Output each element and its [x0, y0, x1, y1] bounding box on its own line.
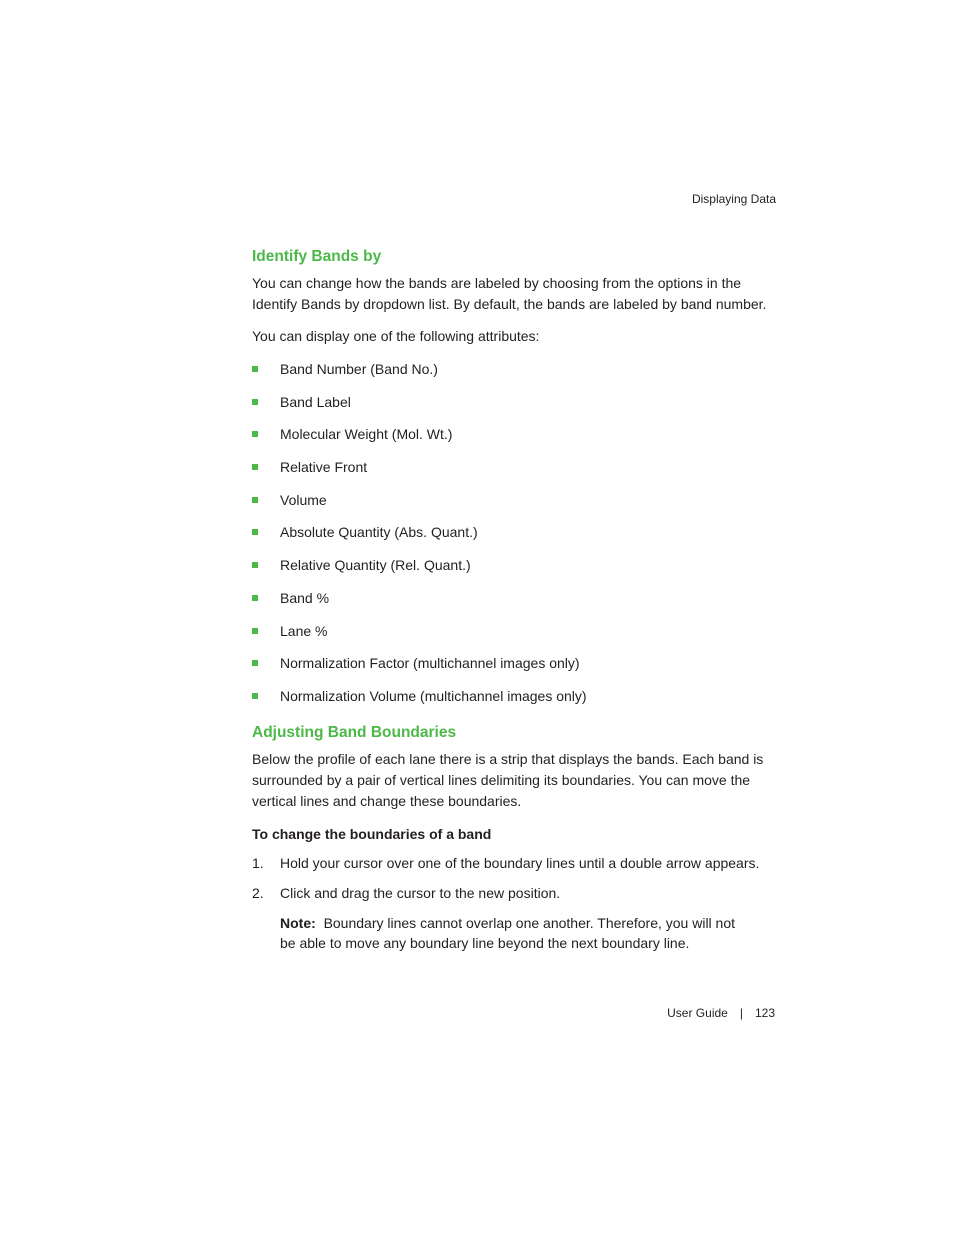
- note-block: [280, 913, 750, 953]
- list-item-text: Band %: [280, 589, 330, 606]
- list-item: [252, 621, 782, 654]
- list-item: [252, 457, 782, 490]
- step-text: Hold your cursor over one of the boundary lines until a double arrow appears.: [280, 854, 760, 871]
- list-item-text: Absolute Quantity (Abs. Quant.): [280, 524, 478, 541]
- list-item: [252, 686, 782, 719]
- boundaries-paragraph: Below the profile of each lane there is a strip that displays the bands. Each band is surrounded by a pair of vertical lines delimiting its boundaries. You can move the vertical lines and change these boundaries.: [252, 750, 764, 809]
- procedure-steps: [252, 853, 782, 904]
- page-footer: [667, 1006, 775, 1020]
- footer-guide-title: User Guide: [667, 1006, 728, 1020]
- list-item: [252, 588, 782, 621]
- running-header: Displaying Data: [691, 192, 776, 206]
- list-item-text: Relative Quantity (Rel. Quant.): [280, 557, 471, 574]
- step-item: [252, 883, 782, 904]
- list-item-text: Relative Front: [280, 459, 368, 476]
- note-label: Note:: [280, 914, 316, 931]
- attributes-intro: You can display one of the following attributes:: [252, 328, 540, 344]
- list-item-text: Molecular Weight (Mol. Wt.): [280, 426, 453, 443]
- main-content: [252, 246, 782, 953]
- list-item: [252, 392, 782, 425]
- step-number: 2.: [252, 884, 264, 901]
- square-bullet-icon: [252, 464, 258, 470]
- square-bullet-icon: [252, 693, 258, 699]
- list-item: [252, 522, 782, 555]
- list-item-text: Band Label: [280, 393, 351, 410]
- page-number: 123: [754, 1006, 775, 1020]
- square-bullet-icon: [252, 366, 258, 372]
- list-item-text: Normalization Volume (multichannel images only): [280, 687, 587, 704]
- list-item: [252, 359, 782, 392]
- list-item: [252, 653, 782, 686]
- list-item: [252, 424, 782, 457]
- section-heading-adjusting-boundaries: Adjusting Band Boundaries: [252, 723, 457, 741]
- square-bullet-icon: [252, 529, 258, 535]
- step-text: Click and drag the cursor to the new position.: [280, 884, 561, 901]
- square-bullet-icon: [252, 431, 258, 437]
- note-text: Boundary lines cannot overlap one another. Therefore, you will not be able to move any boundary line beyond the next boundary line.: [280, 914, 736, 951]
- square-bullet-icon: [252, 660, 258, 666]
- footer-separator: |: [739, 1006, 743, 1020]
- list-item-text: Normalization Factor (multichannel images only): [280, 655, 580, 672]
- square-bullet-icon: [252, 497, 258, 503]
- list-item-text: Lane %: [280, 622, 328, 639]
- square-bullet-icon: [252, 399, 258, 405]
- identify-bands-paragraph: You can change how the bands are labeled by choosing from the options in the Identify Bands by dropdown list. By default, the bands are labeled by band number.: [252, 275, 767, 312]
- list-item: [252, 490, 782, 523]
- attribute-list: [252, 359, 782, 719]
- square-bullet-icon: [252, 628, 258, 634]
- square-bullet-icon: [252, 562, 258, 568]
- list-item-text: Band Number (Band No.): [280, 361, 438, 377]
- procedure-heading: To change the boundaries of a band: [252, 825, 492, 842]
- list-item: [252, 555, 782, 588]
- step-item: [252, 853, 782, 874]
- section-heading-identify-bands: Identify Bands by: [252, 248, 382, 265]
- square-bullet-icon: [252, 595, 258, 601]
- list-item-text: Volume: [280, 491, 327, 508]
- step-number: 1.: [252, 854, 264, 871]
